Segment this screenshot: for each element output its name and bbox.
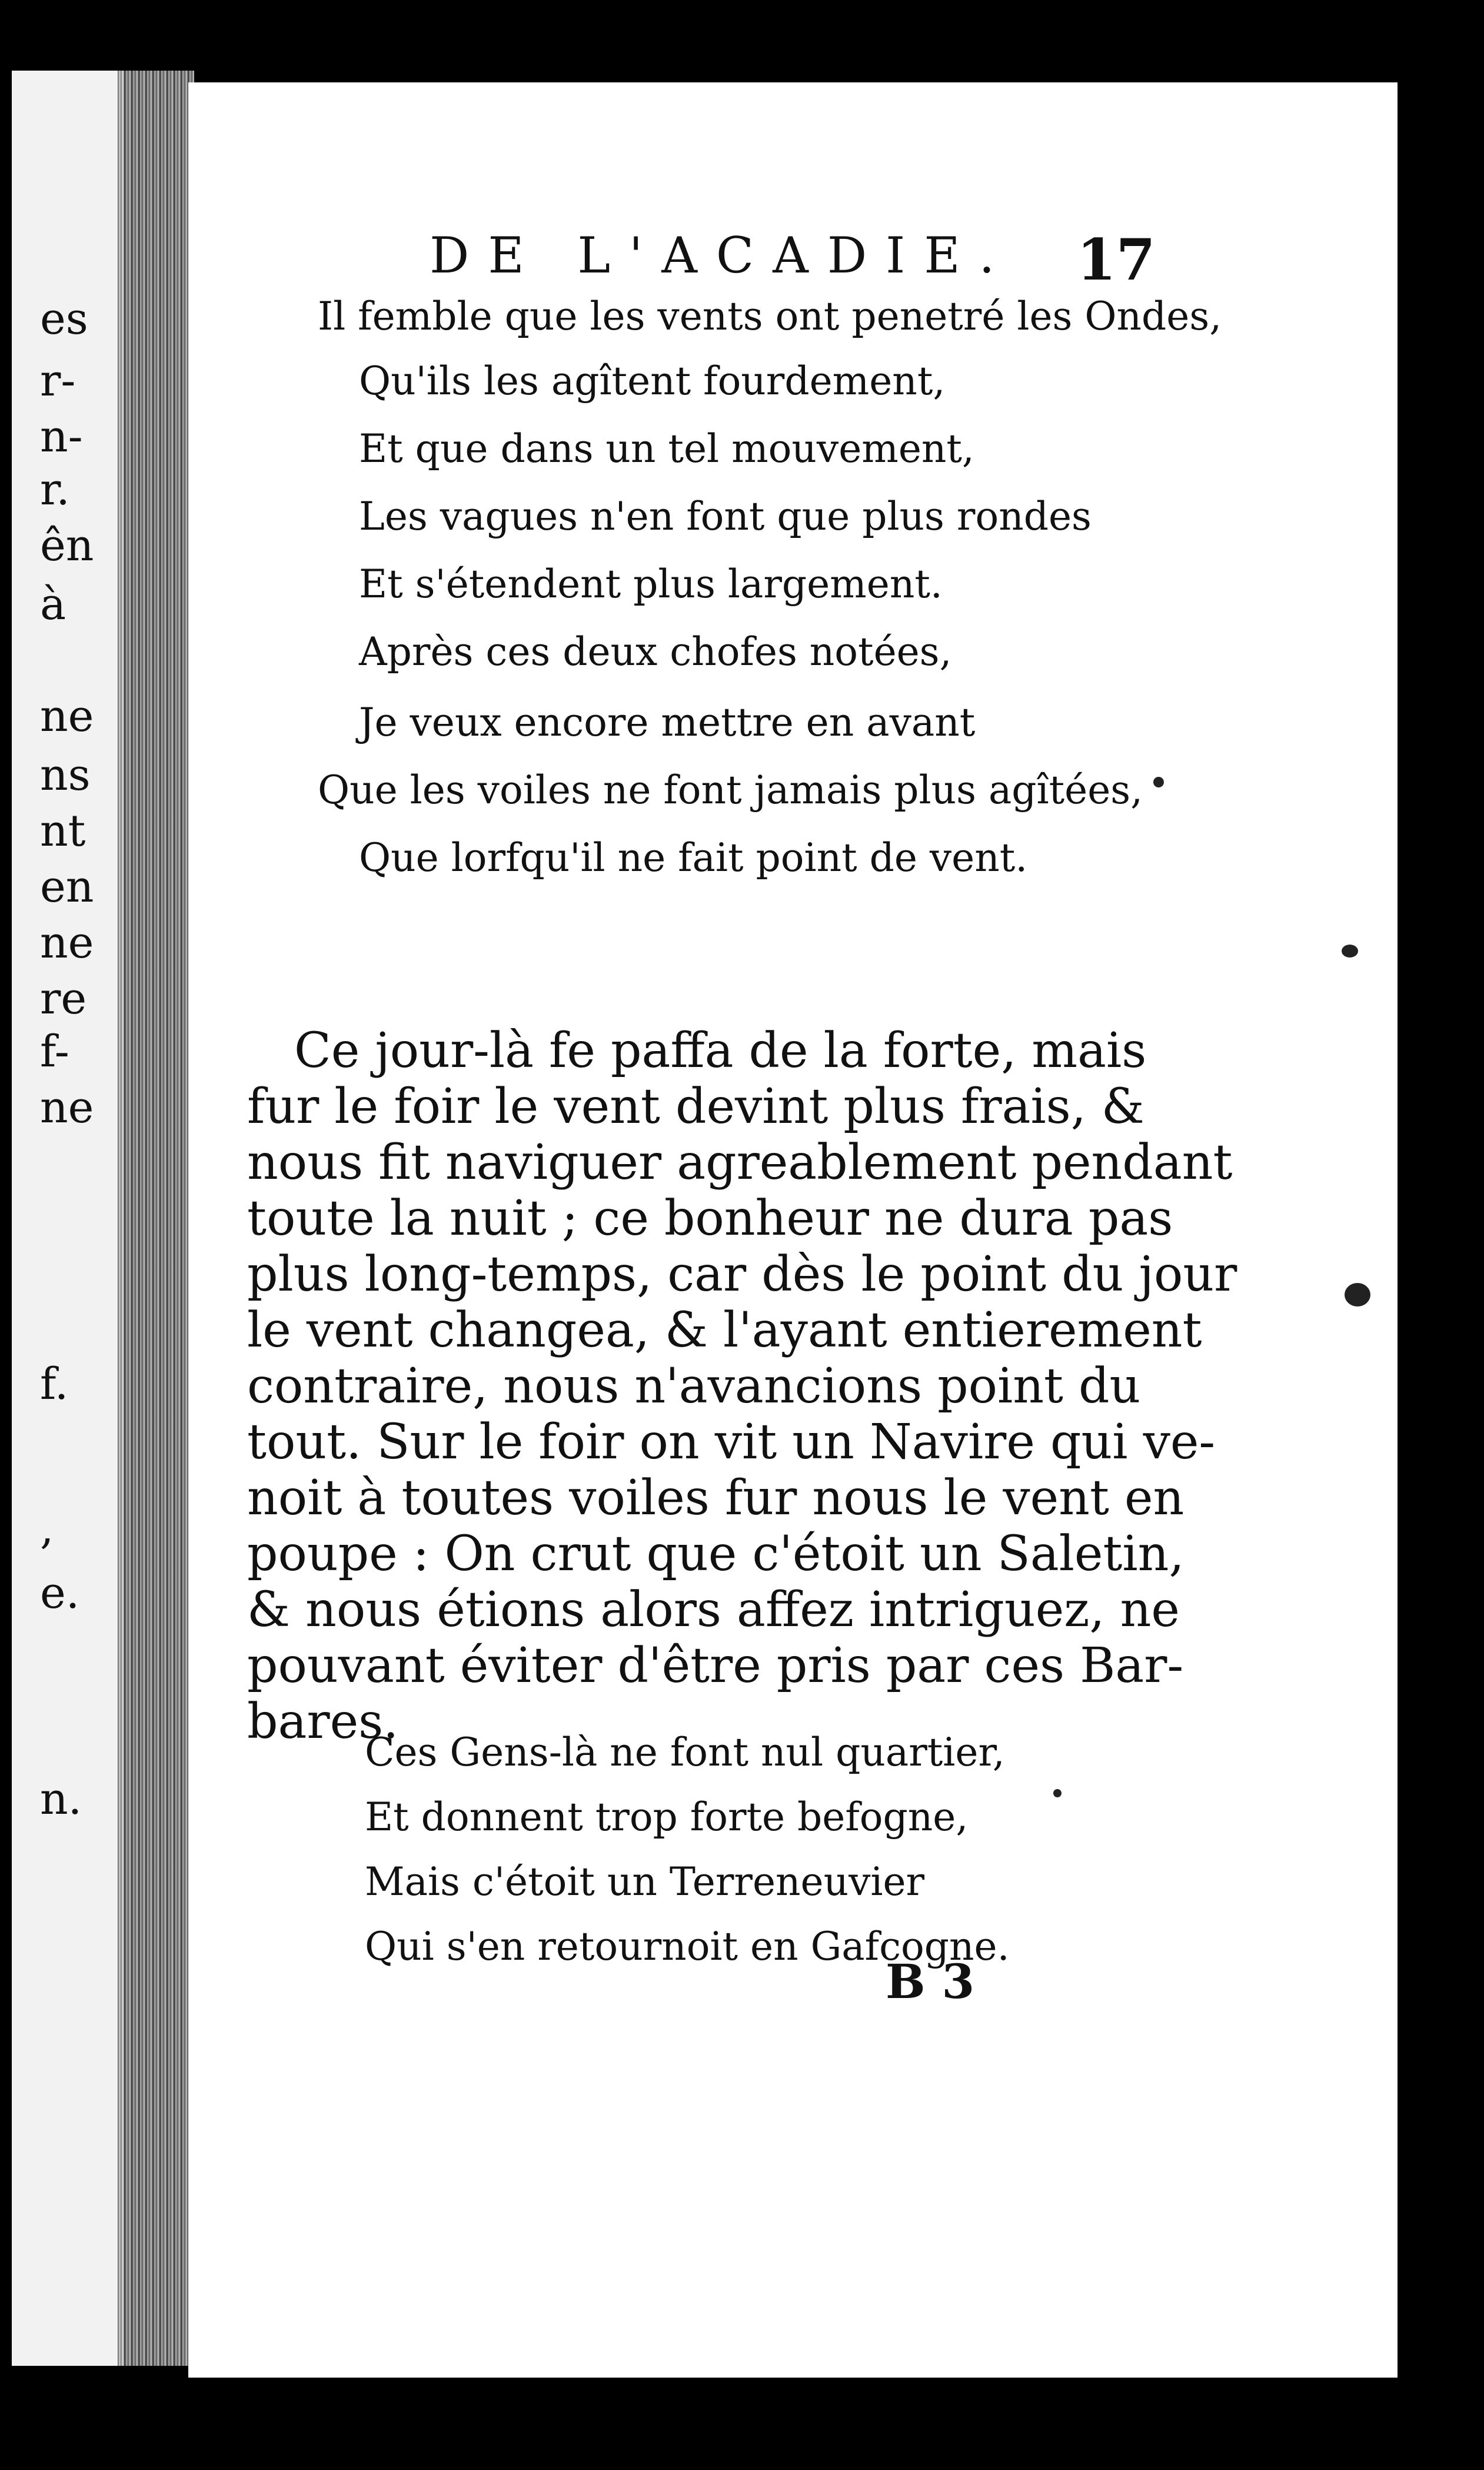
ink-speck (1345, 1283, 1370, 1307)
left-fragment: re (40, 973, 87, 1024)
prose-line: le vent changea, & l'ayant entierement (247, 1302, 1202, 1358)
left-fragment: n- (40, 411, 83, 462)
verse-line: Les vagues n'en font que plus rondes (359, 494, 1092, 539)
left-fragment: e. (40, 1568, 80, 1618)
running-title: DE L'ACADIE. (430, 227, 1014, 284)
left-fragment: f- (40, 1026, 69, 1077)
prose-line: nous fit naviguer agreablement pendant (247, 1135, 1233, 1191)
verse-line: Je veux encore mettre en avant (359, 700, 976, 745)
prose-line: Ce jour-là fe paffa de la forte, mais (294, 1023, 1147, 1079)
left-fragment: n. (40, 1774, 82, 1824)
left-fragment: ên (40, 520, 94, 571)
prose-line: contraire, nous n'avancions point du (247, 1358, 1141, 1414)
prose-line: fur le foir le vent devint plus frais, & (247, 1079, 1144, 1135)
left-fragment: ne (40, 917, 94, 968)
prose-line: poupe : On crut que c'étoit un Saletin, (247, 1526, 1184, 1582)
verse-line: Mais c'étoit un Terreneuvier (365, 1859, 925, 1904)
left-fragment: nt (40, 806, 86, 856)
book-page (188, 82, 1398, 2378)
left-fragment: à (40, 579, 66, 630)
verse-line: Que lorfqu'il ne fait point de vent. (359, 835, 1028, 880)
left-fragment: es (40, 294, 88, 344)
prose-line: bares. (247, 1694, 399, 1750)
prose-line: tout. Sur le foir on vit un Navire qui ve- (247, 1414, 1216, 1470)
verse-line: Il femble que les vents ont penetré les Ondes, (318, 294, 1222, 339)
verse-line: Ces Gens-là ne font nul quartier, (365, 1730, 1005, 1775)
verse-line: Qu'ils les agîtent fourdement, (359, 358, 946, 404)
left-fragment: r. (40, 464, 70, 515)
verse-line: Après ces deux chofes notées, (359, 629, 952, 674)
left-fragment: en (40, 862, 94, 912)
left-fragment: ne (40, 691, 94, 742)
scan-border-bottom (0, 2446, 1484, 2470)
prose-line: plus long-temps, car dès le point du jour (247, 1246, 1237, 1302)
verse-line: Que les voiles ne font jamais plus agîtées, (318, 767, 1143, 813)
left-fragment: ns (40, 750, 91, 800)
prose-line: toute la nuit ; ce bonheur ne dura pas (247, 1191, 1173, 1246)
book-binding-gutter (118, 71, 194, 2366)
prose-line: noit à toutes voiles fur nous le vent en (247, 1470, 1184, 1526)
verse-line: Et s'étendent plus largement. (359, 561, 943, 607)
prose-line: & nous étions alors affez intriguez, ne (247, 1582, 1180, 1638)
verse-line: Et que dans un tel mouvement, (359, 426, 974, 471)
left-fragment: r- (40, 355, 76, 406)
page-number: 17 (1077, 227, 1156, 293)
verse-line: Qui s'en retournoit en Gafcogne. (365, 1924, 1010, 1969)
ink-speck (1342, 945, 1358, 958)
verse-line: Et donnent trop forte befogne, (365, 1794, 969, 1840)
prose-line: pouvant éviter d'être pris par ces Bar- (247, 1638, 1184, 1694)
ink-speck (1053, 1789, 1062, 1797)
left-fragment: , (40, 1503, 54, 1554)
left-page-edge (12, 71, 124, 2366)
signature-mark: B 3 (886, 1954, 975, 2009)
left-fragment: ne (40, 1082, 94, 1133)
ink-speck (1153, 777, 1164, 787)
left-fragment: f. (40, 1359, 69, 1409)
